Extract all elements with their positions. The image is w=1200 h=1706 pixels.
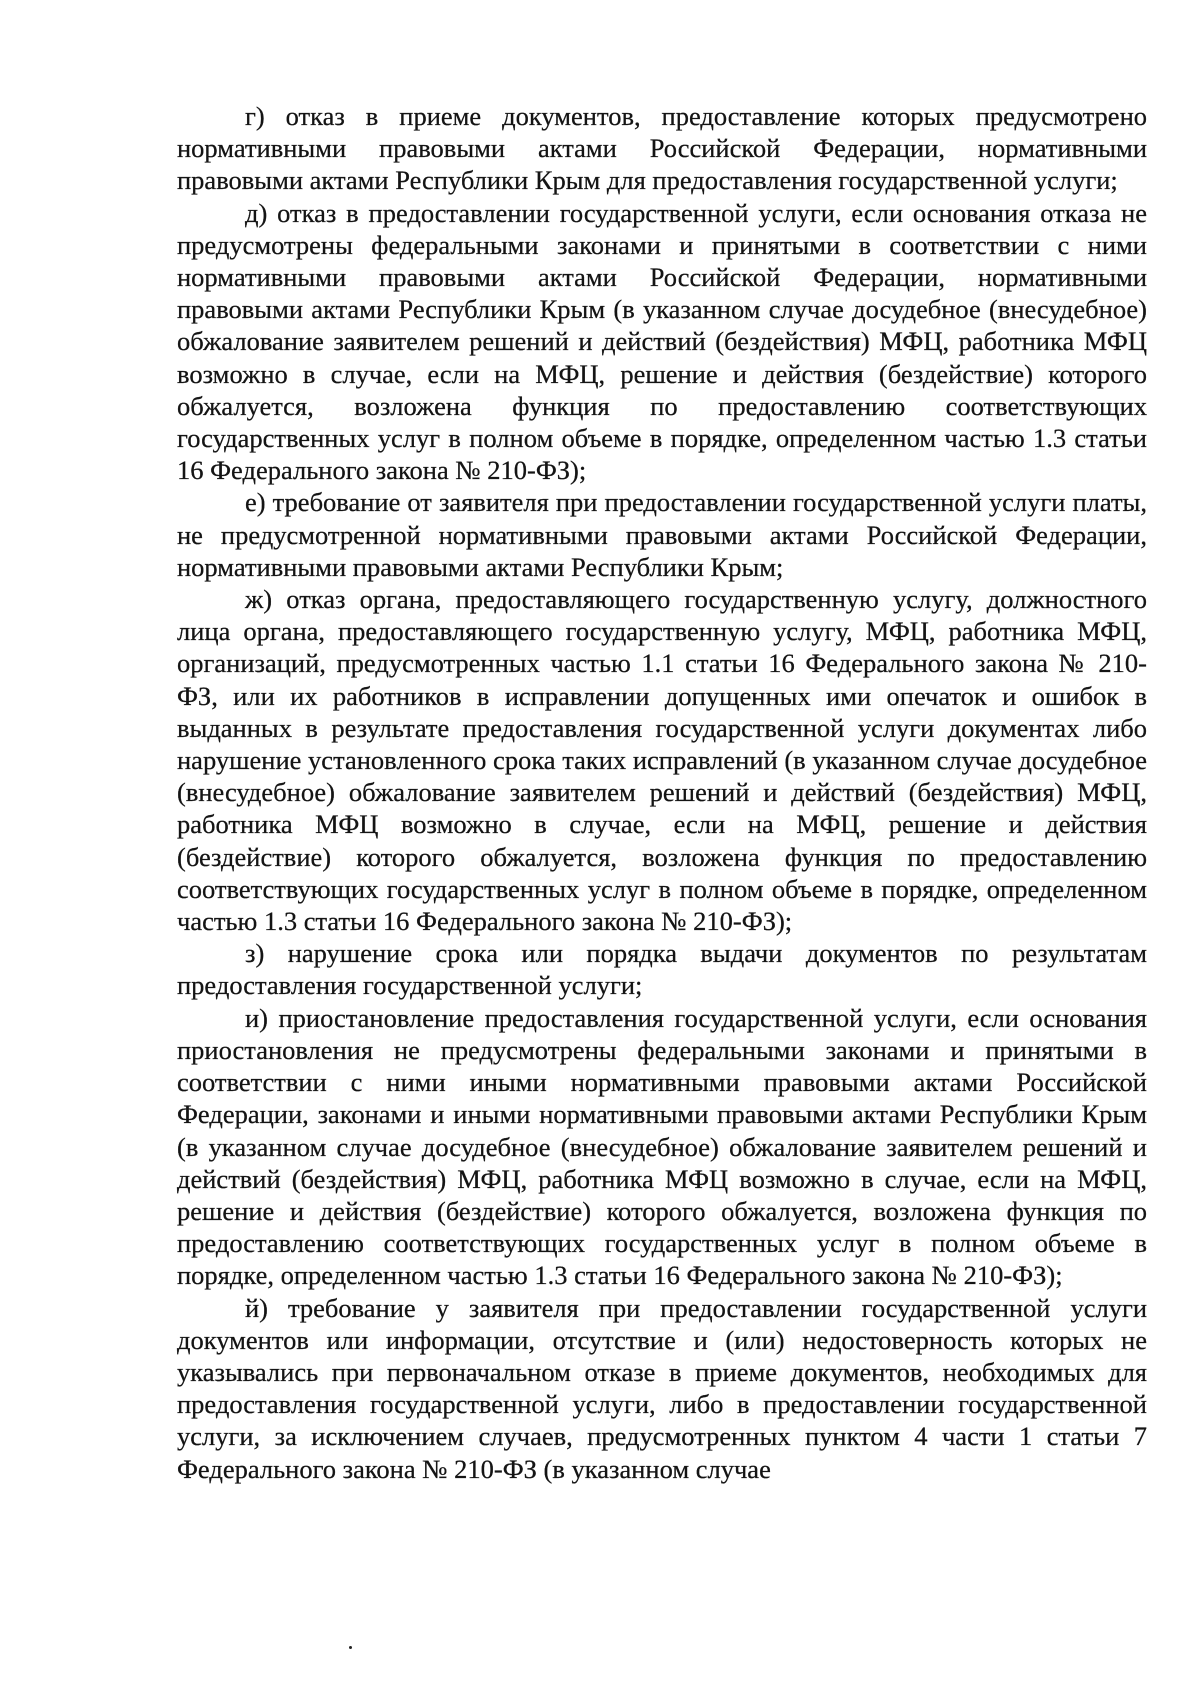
paragraph-y: й) требование у заявителя при предоставлении государственной услуги документов или информации, отсутствие и (или) недостоверность которых не указывались при первоначальном отказе в приеме документов, необходимых для предоставления государственной услуги, либо в предоставлении государственной услуги, за исключением случаев, предусмотренных пунктом 4 части 1 статьи 7 Федерального закона № 210-ФЗ (в указанном случае	[177, 1292, 1147, 1484]
scan-speck	[349, 1646, 352, 1649]
paragraph-i: и) приостановление предоставления государственной услуги, если основания приостановления не предусмотрены федеральными законами и принятыми в соответствии с ними иными нормативными правовыми актами Российской Федерации, законами и иными нормативными правовыми актами Республики Крым (в указанном случае досудебное (внесудебное) обжалование заявителем решений и действий (бездействия) МФЦ, работника МФЦ возможно в случае, если на МФЦ, решение и действия (бездействие) которого обжалуется, возложена функция по предоставлению соответствующих государственных услуг в полном объеме в порядке, определенном частью 1.3 статьи 16 Федерального закона № 210-ФЗ);	[177, 1002, 1147, 1291]
paragraph-zh: ж) отказ органа, предоставляющего государственную услугу, должностного лица органа, предоставляющего государственную услугу, МФЦ, работника МФЦ, организаций, предусмотренных частью 1.1 статьи 16 Федерального закона № 210-ФЗ, или их работников в исправлении допущенных ими опечаток и ошибок в выданных в результате предоставления государственной услуги документах либо нарушение установленного срока таких исправлений (в указанном случае досудебное (внесудебное) обжалование заявителем решений и действий (бездействия) МФЦ, работника МФЦ возможно в случае, если на МФЦ, решение и действия (бездействие) которого обжалуется, возложена функция по предоставлению соответствующих государственных услуг в полном объеме в порядке, определенном частью 1.3 статьи 16 Федерального закона № 210-ФЗ);	[177, 584, 1147, 937]
paragraph-g: г) отказ в приеме документов, предоставление которых предусмотрено нормативными правовыми актами Российской Федерации, нормативными правовыми актами Республики Крым для предоставления государственной услуги;	[177, 101, 1147, 196]
paragraph-d: д) отказ в предоставлении государственной услуги, если основания отказа не предусмотрены федеральными законами и принятыми в соответствии с ними нормативными правовыми актами Российской Федерации, нормативными правовыми актами Республики Крым (в указанном случае досудебное (внесудебное) обжалование заявителем решений и действий (бездействия) МФЦ, работника МФЦ возможно в случае, если на МФЦ, решение и действия (бездействие) которого обжалуется, возложена функция по предоставлению соответствующих государственных услуг в полном объеме в порядке, определенном частью 1.3 статьи 16 Федерального закона № 210-ФЗ);	[177, 197, 1147, 486]
document-page	[177, 100, 1147, 1485]
paragraph-z: з) нарушение срока или порядка выдачи документов по результатам предоставления государственной услуги;	[177, 938, 1147, 1001]
paragraph-e: е) требование от заявителя при предоставлении государственной услуги платы, не предусмотренной нормативными правовыми актами Российской Федерации, нормативными правовыми актами Республики Крым;	[177, 487, 1147, 582]
